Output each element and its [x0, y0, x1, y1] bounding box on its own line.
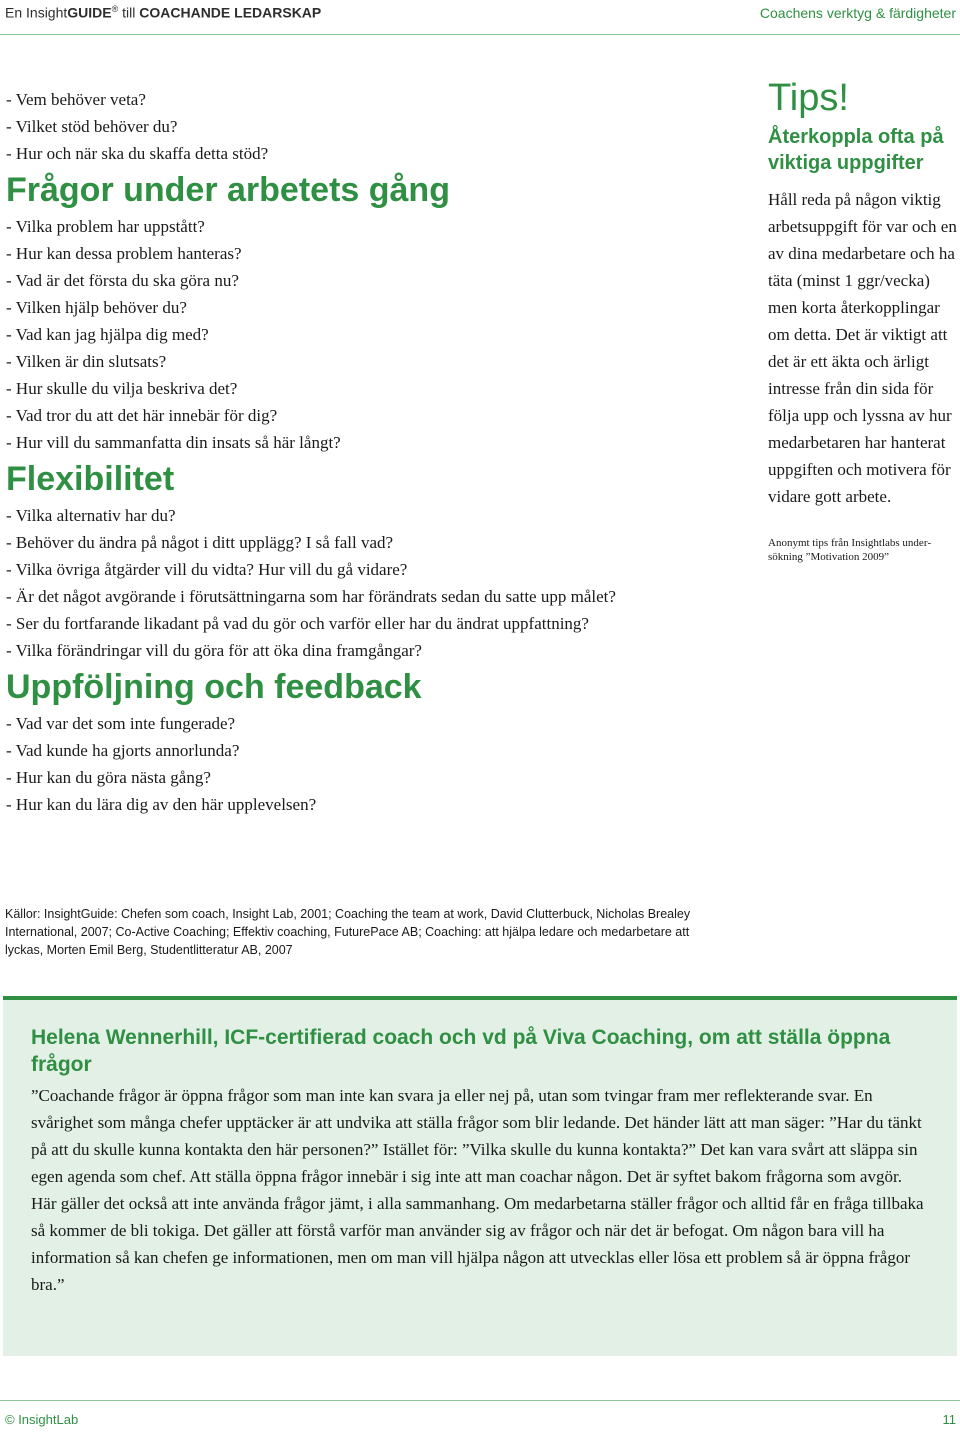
list-item: - Vilka alternativ har du?	[6, 506, 176, 525]
list-item: - Vilket stöd behöver du?	[6, 117, 178, 136]
chapter-title: Coachens verktyg & färdigheter	[759, 5, 956, 21]
list-item: - Hur kan du lära dig av den här upplevelsen?	[6, 795, 317, 814]
quote-heading: Helena Wennerhill, ICF-certifierad coach och vd på Viva Coaching, om att ställa öppna frågor	[31, 1026, 891, 1076]
list-item: - Vad var det som inte fungerade?	[6, 714, 236, 733]
list-item: - Vilka förändringar vill du göra för att öka dina framgångar?	[6, 641, 422, 660]
title-section: COACHANDE LEDARSKAP	[139, 4, 322, 21]
list-item: - Hur kan du göra nästa gång?	[6, 768, 211, 787]
main-content	[6, 86, 746, 818]
list-item: - Hur vill du sammanfatta din insats så här långt?	[6, 433, 341, 452]
list-item: - Vad kan jag hjälpa dig med?	[6, 325, 209, 344]
list-item: - Är det något avgörande i förutsättningarna som har förändrats sedan du satte upp målet?	[6, 587, 616, 606]
list-item: - Vilken hjälp behöver du?	[6, 298, 187, 317]
publication-title	[5, 4, 321, 21]
list-item: - Vad tror du att det här innebär för dig?	[6, 406, 278, 425]
list-item: - Vilka övriga åtgärder vill du vidta? Hur vill du gå vidare?	[6, 560, 408, 579]
flexibility-question-list	[6, 502, 746, 664]
header-divider	[0, 34, 960, 35]
section-heading-flexibility: Flexibilitet	[6, 460, 175, 498]
list-item: - Hur skulle du vilja beskriva det?	[6, 379, 238, 398]
tips-title: Tips!	[768, 77, 849, 119]
followup-question-list	[6, 710, 746, 818]
interview-quote-box	[3, 996, 957, 1356]
registered-mark: ®	[111, 4, 119, 14]
list-item: - Vem behöver veta?	[6, 90, 146, 109]
footer-divider	[0, 1400, 960, 1401]
progress-question-list	[6, 213, 746, 456]
section-heading-progress: Frågor under arbetets gång	[6, 171, 450, 209]
title-prefix: En Insight	[5, 4, 68, 21]
sources-note: Källor: InsightGuide: Chefen som coach, Insight Lab, 2001; Coaching the team at work, David Clutterbuck, Nicholas Brealey International, 2007; Co-Active Coaching; Effektiv coaching, FuturePace AB; Coaching: att hjälpa ledare och medarbetare att lyckas, Morten Emil Berg, Studentlitteratur AB, 2007	[5, 907, 691, 957]
page-header	[0, 0, 960, 34]
list-item: - Vilken är din slutsats?	[6, 352, 167, 371]
list-item: - Ser du fortfarande likadant på vad du gör och varför eller har du ändrat uppfattning?	[6, 614, 589, 633]
section-heading-followup: Uppföljning och feedback	[6, 668, 422, 706]
title-middle: till	[118, 4, 140, 21]
tips-heading: Återkoppla ofta på viktiga uppgifter	[768, 126, 944, 174]
list-item: - Vad kunde ha gjorts annorlunda?	[6, 741, 240, 760]
quote-body: ”Coachande frågor är öppna frågor som man inte kan svara ja eller nej på, utan som tvingar fram mer reflekterande svar. En svårighet som många chefer upptäcker är att undvika att ställa frågor som blir ledande. Det händer lätt att man säger: ”Har du tänkt på att du skulle kunna kontakta den här personen?” Istället för: ”Vilka skulle du kunna kontakta?” Det kan vara svårt att släppa sin egen agenda som chef. Att ställa öppna frågor innebär i sig inte att man coachar någon. Det är syftet bakom frågorna som avgör. Här gäller det också att inte använda frågor jämt, i alla sammanhang. Om medarbetarna ställer frågor och alltid får en fråga tillbaka så kommer de bli tokiga. Det gäller att förstå varför man använder sig av frågor och när det är befogat. Om någon bara vill ha information så kan chefen ge informationen, men om man vill hjälpa någon att utvecklas eller lösa ett problem så är öppna frågor bra.”	[31, 1086, 924, 1294]
list-item: - Vad är det första du ska göra nu?	[6, 271, 239, 290]
title-brand: GUIDE	[67, 4, 112, 21]
tips-sidebar	[768, 76, 958, 564]
list-item: - Hur kan dessa problem hanteras?	[6, 244, 242, 263]
copyright: © InsightLab	[5, 1412, 79, 1427]
tips-source: Anonymt tips från Insightlabs undersökning ”Motivation 2009”	[768, 537, 932, 563]
list-item: - Vilka problem har uppstått?	[6, 217, 205, 236]
intro-question-list	[6, 86, 746, 167]
page-number: 11	[942, 1412, 956, 1427]
list-item: - Hur och när ska du skaffa detta stöd?	[6, 144, 269, 163]
list-item: - Behöver du ändra på något i ditt upplägg? I så fall vad?	[6, 533, 394, 552]
tips-body: Håll reda på någon viktig arbetsuppgift för var och en av dina medarbetare och ha täta (minst 1 ggr/vecka) men korta återkopplingar om detta. Det är viktigt att det är ett äkta och ärligt intresse från din sida för följa upp och lyssna av hur medarbetaren har hanterat uppgiften och motivera för vidare gott arbete.	[768, 190, 957, 506]
